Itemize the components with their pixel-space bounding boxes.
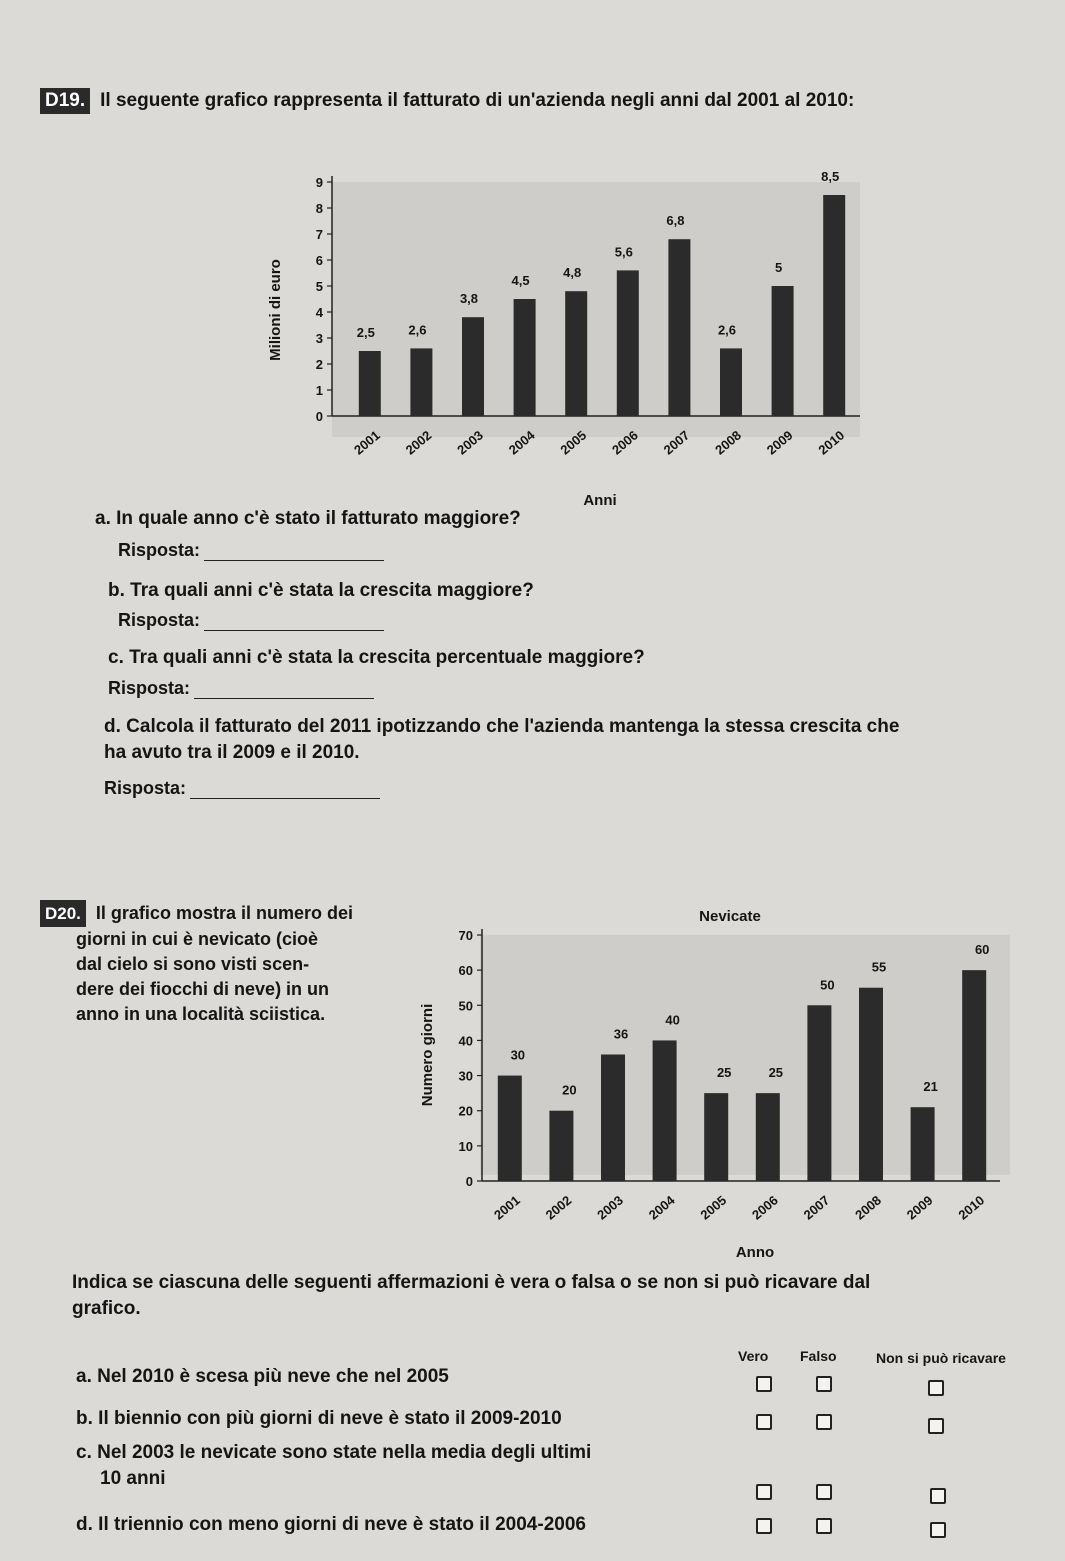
d20-intro-block	[40, 900, 353, 1027]
d20-category-label-2006: 2006	[749, 1192, 781, 1223]
d20-ytick-label: 10	[458, 1138, 473, 1154]
d20-bar-2003	[601, 1054, 625, 1181]
d19-category-label-2001: 2001	[351, 427, 383, 458]
d19-bar-2010	[823, 195, 845, 416]
d20-bar-2008	[859, 988, 883, 1181]
d20-value-label-2009: 21	[923, 1079, 938, 1095]
d19-value-label-2004: 4,5	[511, 273, 530, 288]
d20-badge: D20.	[40, 900, 86, 927]
d19-answer-c-field[interactable]	[194, 680, 374, 699]
d19-category-label-2008: 2008	[712, 427, 745, 458]
checkbox-a-vero[interactable]	[756, 1376, 772, 1392]
d19-ylabel: Milioni di euro	[267, 259, 284, 361]
d19-answer-c-label: Risposta:	[108, 678, 191, 698]
d19-question-a: a. In quale anno c'è stato il fatturato maggiore?	[95, 508, 521, 529]
d19-value-label-2009: 5	[774, 260, 783, 275]
d19-bar-2005	[565, 291, 587, 416]
d19-category-label-2009: 2009	[763, 427, 796, 458]
d20-instruction-line2: grafico.	[72, 1298, 141, 1319]
d20-ytick-label: 70	[458, 928, 473, 943]
d19-answer-c	[108, 678, 374, 699]
d19-badge: D19.	[40, 88, 90, 114]
d19-category-label-2003: 2003	[454, 427, 487, 458]
d19-value-label-2002: 2,6	[408, 322, 427, 338]
checkbox-d-non-ricavabile[interactable]	[930, 1522, 946, 1538]
d19-bar-2007	[668, 239, 690, 416]
d19-bar-2001	[359, 351, 381, 416]
d20-category-label-2010: 2010	[955, 1192, 988, 1223]
d19-category-label-2002: 2002	[402, 427, 435, 458]
d19-category-label-2006: 2006	[609, 427, 641, 458]
d19-bar-2003	[462, 317, 484, 416]
d20-value-label-2006: 25	[768, 1065, 784, 1081]
checkbox-a-falso[interactable]	[816, 1376, 832, 1392]
d19-answer-d	[104, 778, 380, 799]
d20-intro-line-4: dere dei fiocchi di neve) in un	[76, 979, 330, 999]
d20-ytick-label: 40	[458, 1033, 473, 1049]
d20-statement-c-line2: 10 anni	[100, 1468, 166, 1489]
d19-category-label-2005: 2005	[557, 427, 590, 458]
d20-ytick-label: 60	[458, 963, 473, 979]
checkbox-b-vero[interactable]	[756, 1414, 772, 1430]
d20-value-label-2008: 55	[871, 959, 887, 975]
d20-category-label-2004: 2004	[645, 1192, 678, 1223]
checkbox-a-non-ricavabile[interactable]	[928, 1380, 944, 1396]
d20-col-non-ricavabile: Non si può ricavare	[876, 1350, 1006, 1366]
d19-question-b: b. Tra quali anni c'è stata la crescita maggiore?	[108, 580, 534, 601]
d19-question-c: c. Tra quali anni c'è stata la crescita percentuale maggiore?	[108, 647, 645, 668]
checkbox-c-non-ricavabile[interactable]	[930, 1488, 946, 1504]
d19-answer-a	[118, 540, 384, 561]
d20-ylabel: Numero giorni	[419, 1003, 436, 1107]
d19-xlabel: Anni	[583, 492, 617, 509]
d19-question-d-line2: ha avuto tra il 2009 e il 2010.	[104, 742, 360, 763]
d19-ytick-label: 5	[315, 279, 323, 294]
d19-ytick-label: 6	[315, 253, 323, 268]
d19-ytick-label: 1	[315, 383, 323, 398]
d19-value-label-2006: 5,6	[614, 244, 633, 260]
d19-category-label-2004: 2004	[505, 427, 538, 458]
d20-title: Nevicate	[699, 908, 761, 925]
d20-intro-line-1: D20. Il grafico mostra il numero dei	[40, 900, 353, 927]
d19-value-label-2005: 4,8	[563, 265, 582, 281]
d20-bar-2004	[653, 1040, 677, 1181]
d20-intro-line-3: dal cielo si sono visti scen-	[76, 954, 310, 974]
d19-category-label-2010: 2010	[815, 427, 848, 458]
d19-answer-a-label: Risposta:	[118, 540, 201, 560]
d20-statement-b: b. Il biennio con più giorni di neve è stato il 2009-2010	[76, 1408, 562, 1429]
d20-category-label-2007: 2007	[800, 1192, 833, 1223]
checkbox-b-falso[interactable]	[816, 1414, 832, 1430]
d19-ytick-label: 9	[315, 175, 323, 190]
d20-ytick-label: 0	[465, 1174, 473, 1189]
d19-chart	[260, 160, 880, 510]
d19-value-label-2001: 2,5	[356, 325, 375, 340]
d20-col-vero: Vero	[738, 1348, 769, 1364]
d20-statement-d: d. Il triennio con meno giorni di neve è stato il 2004-2006	[76, 1514, 586, 1535]
d19-ytick-label: 0	[315, 409, 323, 424]
d19-bar-2002	[410, 348, 432, 416]
d19-heading	[40, 88, 854, 114]
d20-category-label-2008: 2008	[852, 1192, 885, 1223]
d20-xlabel: Anno	[735, 1244, 775, 1261]
d19-value-label-2010: 8,5	[821, 169, 840, 184]
d19-bar-2004	[514, 299, 536, 416]
d20-bar-2005	[704, 1093, 728, 1181]
d19-ytick-label: 2	[315, 357, 323, 372]
d20-bar-2006	[756, 1093, 780, 1181]
d20-value-label-2005: 25	[716, 1065, 732, 1081]
d20-category-label-2009: 2009	[903, 1192, 936, 1223]
d19-value-label-2008: 2,6	[717, 322, 737, 338]
d20-ytick-label: 20	[458, 1103, 473, 1119]
checkbox-d-falso[interactable]	[816, 1518, 832, 1534]
d20-value-label-2001: 30	[510, 1047, 526, 1063]
checkbox-c-vero[interactable]	[756, 1484, 772, 1500]
d20-value-label-2003: 36	[613, 1026, 629, 1042]
d19-bar-2009	[772, 286, 794, 416]
d20-bar-2007	[807, 1005, 831, 1181]
d20-value-label-2002: 20	[562, 1082, 577, 1098]
d19-answer-b-label: Risposta:	[118, 610, 201, 630]
checkbox-c-falso[interactable]	[816, 1484, 832, 1500]
d19-ytick-label: 3	[315, 331, 323, 346]
d20-ytick-label: 30	[458, 1068, 473, 1084]
d20-value-label-2004: 40	[665, 1012, 680, 1028]
d19-question-d-line1: d. Calcola il fatturato del 2011 ipotizzando che l'azienda mantenga la stessa crescita che	[104, 716, 900, 737]
d20-ytick-label: 50	[458, 998, 473, 1014]
d20-bar-2001	[498, 1076, 522, 1181]
checkbox-b-non-ricavabile[interactable]	[928, 1418, 944, 1434]
d19-answer-b-field[interactable]	[204, 612, 384, 631]
d20-category-label-2005: 2005	[697, 1192, 730, 1223]
d19-ytick-label: 7	[315, 227, 323, 242]
d19-bar-2008	[720, 348, 742, 416]
d19-bar-2006	[617, 270, 639, 416]
d20-statement-a: a. Nel 2010 è scesa più neve che nel 2005	[76, 1366, 449, 1387]
d19-ytick-label: 4	[315, 305, 323, 320]
d19-answer-d-field[interactable]	[190, 780, 380, 799]
d20-value-label-2007: 50	[820, 977, 835, 993]
d19-intro: Il seguente grafico rappresenta il fatturato di un'azienda negli anni dal 2001 al 2010:	[100, 90, 855, 111]
d20-intro-line-5: anno in una località sciistica.	[76, 1004, 326, 1024]
d20-chart	[410, 895, 1020, 1265]
d20-category-label-2002: 2002	[542, 1192, 575, 1223]
d19-answer-a-field[interactable]	[204, 542, 384, 561]
d20-instruction-line1: Indica se ciascuna delle seguenti affermazioni è vera o falsa o se non si può ricavare dal	[72, 1272, 871, 1293]
d20-category-label-2001: 2001	[491, 1192, 523, 1223]
d20-bar-2009	[911, 1107, 935, 1181]
d20-intro-line-2: giorni in cui è nevicato (cioè	[76, 929, 319, 949]
d20-category-label-2003: 2003	[594, 1192, 627, 1223]
d20-col-falso: Falso	[800, 1348, 837, 1364]
d19-ytick-label: 8	[315, 201, 323, 216]
d20-bar-2010	[962, 970, 986, 1181]
d20-bar-2002	[549, 1111, 573, 1181]
d19-value-label-2007: 6,8	[666, 213, 685, 229]
d19-answer-d-label: Risposta:	[104, 778, 187, 798]
d20-statement-c-line1: c. Nel 2003 le nevicate sono state nella media degli ultimi	[76, 1442, 592, 1463]
checkbox-d-vero[interactable]	[756, 1518, 772, 1534]
d19-category-label-2007: 2007	[660, 427, 693, 458]
d19-answer-b	[118, 610, 384, 631]
d20-value-label-2010: 60	[974, 942, 990, 958]
d19-value-label-2003: 3,8	[459, 291, 479, 307]
